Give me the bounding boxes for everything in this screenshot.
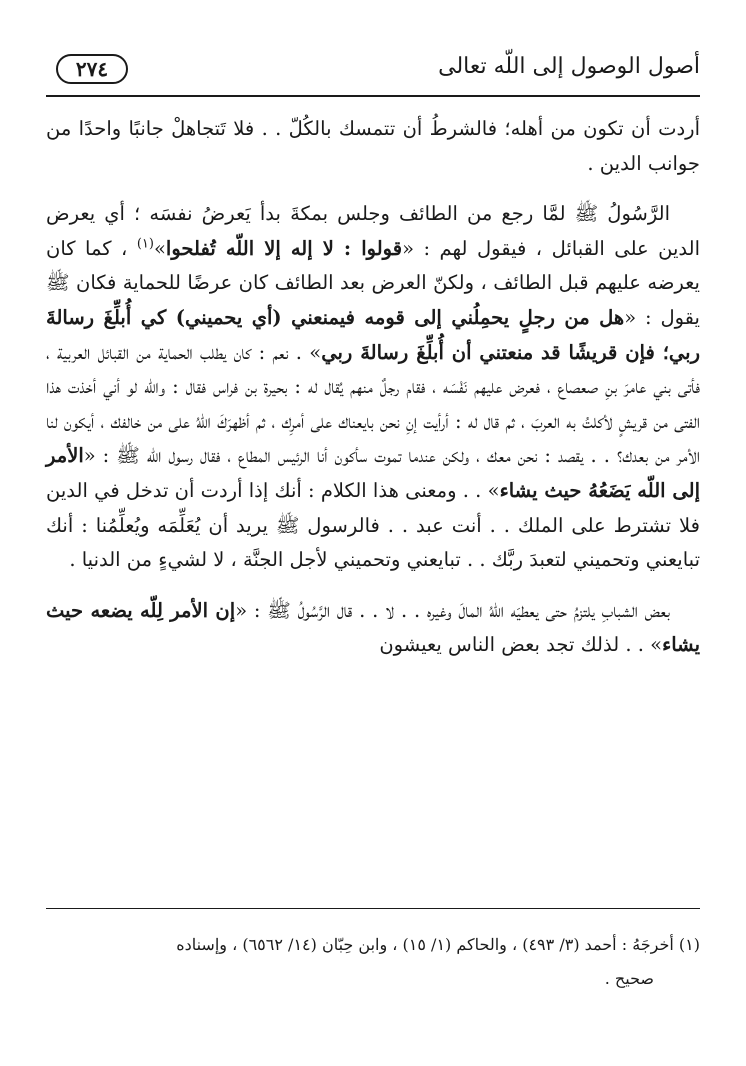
bold-quote: هل من رجلٍ يحمِلُني إلى قومه فيمنعني (أي يحميني) كي أُبلِّغَ رسالةَ ربي؛ فإن قريشًا قد منعتني أن أُبلِّغَ رسالةَ ربي xyxy=(46,305,700,364)
text-run: » . نعم : كان يطلب الحماية من القبائل العربية ، فأتى بني عامرَ بنِ صعصاع ، فعرض عليهم نَفْسَه ، فقام رجلٌ منهم يُقال له : بحيرة بن فراس فقال : واللّه لو أني أخذت هذا الفتى من قريشٍ لأكلتُ به العربَ ، ثم قال له : أرأيت إنِ نحن بايعناك على أمرِك ، ثم أظهرَكَ اللّهُ على من خالفك ، أيكون لنا الأمر من بعدك؟ . . يقصد : نحن معك ، ولكن عندما تموت سأكون أنا الرئيس المطاع ، فقال رسول اللّه ﷺ : « xyxy=(46,340,700,468)
bold-quote: قولوا : لا إله إلا اللّه تُفلحوا xyxy=(165,236,403,260)
footnote-reference[interactable]: (١) xyxy=(136,236,154,252)
text-run: » . . ومعنى هذا الكلام : أنك إذا أردت أن تدخل في الدين فلا تشترط على الملك . . أنت عبد . . فالرسول ﷺ يريد أن يُعَلِّمَه ويُعلِّمُنا : أنك تبايعني وتحميني لتعبدَ ربَّك . . تبايعني وتحميني لأجل الجنَّة ، لا لشيءٍ من الدنيا . xyxy=(46,478,700,572)
main-text xyxy=(46,112,700,663)
text-run: » xyxy=(153,236,166,260)
text-run: » . . لذلك تجد بعض الناس يعيشون xyxy=(379,633,663,657)
bold-quote: الأمر إلى اللّه يَضَعُهُ حيث يشاء xyxy=(46,444,700,502)
footnote-line: (١) أخرجَهُ : أحمد (٣/ ٤٩٣) ، والحاكم (١/ ١٥) ، وابن حِبّان (١٤/ ٦٥٦٢) ، وإسناده xyxy=(176,935,700,954)
footnote xyxy=(46,928,700,996)
footnote-line: صحيح . xyxy=(604,969,654,988)
paragraph-1 xyxy=(46,112,700,181)
paragraph-3 xyxy=(46,594,700,663)
text-run: أردت أن تكون من أهله؛ فالشرطُ أن تتمسك بالكُلّ . . فلا تَتجاهلْ جانبًا واحدًا من جوانب الدين . xyxy=(46,117,700,175)
paragraph-2 xyxy=(46,197,700,578)
bold-quote: إن الأمر لِلّه يضعه حيث يشاء xyxy=(46,598,700,657)
text-run: بعض الشبابِ يلتزمُ حتى يعطيَه اللّهُ المالَ وغيره . . لا . . قال الرَّسُولُ ﷺ : « xyxy=(235,598,670,622)
text-run: ، كما كان يعرضه عليهم قبل الطائف ، ولكنّ العرض بعد الطائف كان عرضًا للحماية فكان ﷺ يقول : « xyxy=(46,236,700,329)
page-number-badge: ٢٧٤ xyxy=(56,54,128,84)
text-run: الرَّسُولُ ﷺ لمَّا رجع من الطائف وجلس بمكةَ بدأ يَعرضُ نفسَه ؛ أي يعرض الدين على القبائل ، فيقول لهم : « xyxy=(46,202,701,260)
footnote-divider xyxy=(46,908,700,909)
running-title: أصول الوصول إلى اللّه تعالى xyxy=(438,54,700,79)
header-divider xyxy=(46,95,700,97)
page-header xyxy=(46,44,700,96)
